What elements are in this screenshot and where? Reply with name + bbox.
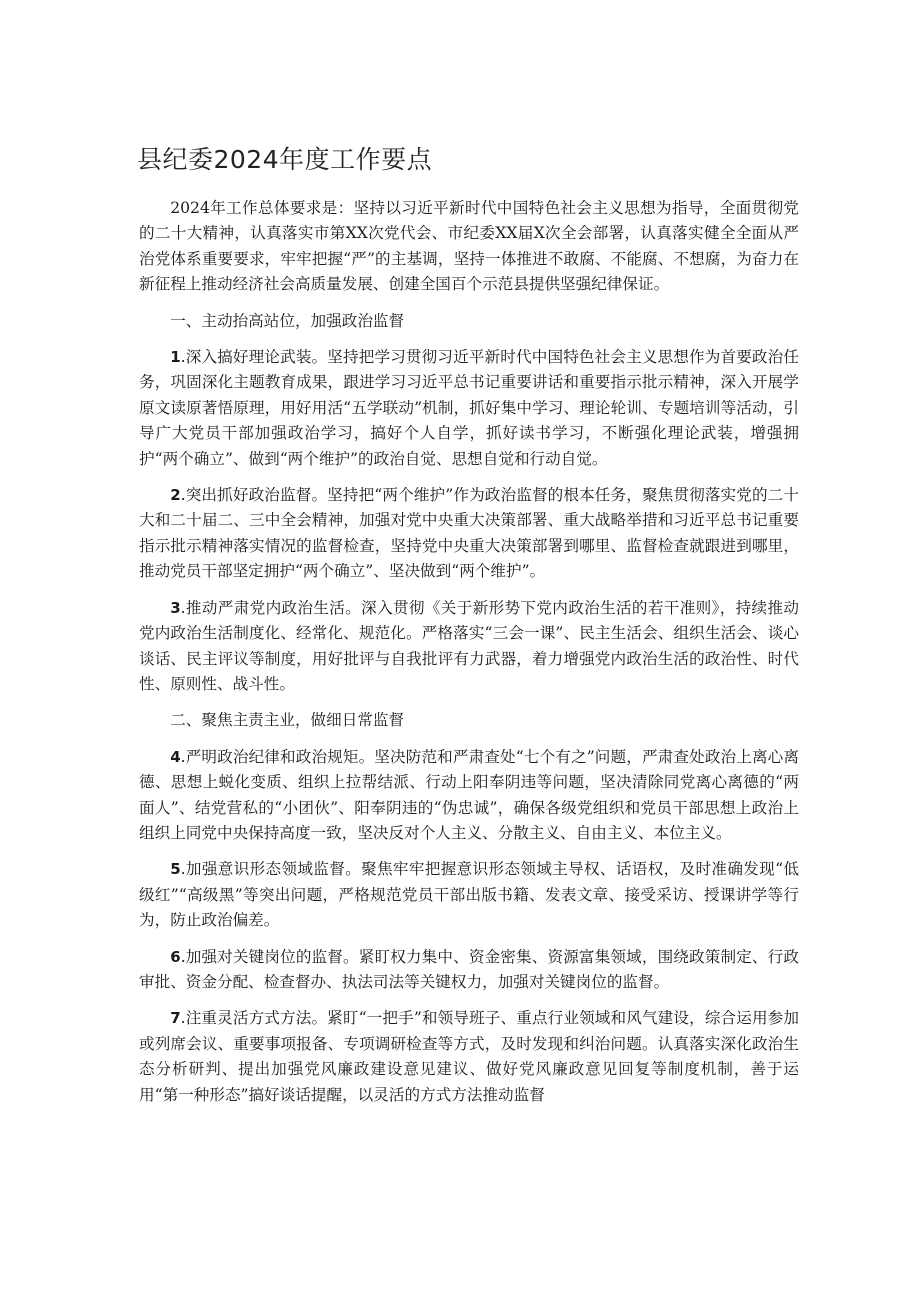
item-text: 严明政治纪律和政治规矩。坚决防范和严肃查处“七个有之”问题，严肃查处政治上离心离德、思想上蜕化变质、组织上拉帮结派、行动上阳奉阴违等问题，坚决清除同党离心离德的“两面人”、结党营私的“小团伙”、阳奉阴违的“伪忠诚”，确保各级党组织和党员干部思想上政治上组织上同党中央保持高度一致，坚决反对个人主义、分散主义、自由主义、本位主义。	[139, 747, 799, 842]
item-number: 4	[170, 747, 181, 766]
item-text: 深入搞好理论武装。坚持把学习贯彻习近平新时代中国特色社会主义思想作为首要政治任务，巩固深化主题教育成果，跟进学习习近平总书记重要讲话和重要指示批示精神，深入开展学原文读原著悟原理，用好用活“五学联动”机制，抓好集中学习、理论轮训、专题培训等活动，引导广大党员干部加强政治学习，搞好个人自学，抓好读书学习，不断强化理论武装，增强拥护“两个确立”、做到“两个维护”的政治自觉、思想自觉和行动自觉。	[139, 348, 799, 468]
item-paragraph-3	[139, 596, 799, 698]
item-number: 7	[170, 1009, 181, 1028]
item-number: 5	[170, 860, 181, 879]
item-text: 加强对关键岗位的监督。紧盯权力集中、资金密集、资源富集领域，围绕政策制定、行政审批、资金分配、检查督办、执法司法等关键权力，加强对关键岗位的监督。	[139, 947, 799, 991]
item-paragraph-2	[139, 483, 799, 585]
item-text: 推动严肃党内政治生活。深入贯彻《关于新形势下党内政治生活的若干准则》，持续推动党内政治生活制度化、经常化、规范化。严格落实“三会一课”、民主生活会、组织生活会、谈心谈话、民主评议等制度，用好批评与自我批评有力武器，着力增强党内政治生活的政治性、时代性、原则性、战斗性。	[139, 598, 799, 693]
item-number: 2	[170, 486, 181, 505]
item-separator: .	[180, 598, 186, 617]
item-number: 1	[170, 348, 181, 367]
document-page	[139, 140, 799, 1119]
item-separator: .	[180, 747, 186, 766]
item-separator: .	[180, 947, 186, 966]
section-heading-1: 一、主动抬高站位，加强政治监督	[170, 311, 405, 330]
item-text: 突出抓好政治监督。坚持把“两个维护”作为政治监督的根本任务，聚焦贯彻落实党的二十大和二十届二、三中全会精神，加强对党中央重大决策部署、重大战略举措和习近平总书记重要指示批示精神落实情况的监督检查，坚持党中央重大决策部署到哪里、监督检查就跟进到哪里，推动党员干部坚定拥护“两个确立”、坚决做到“两个维护”。	[139, 486, 799, 581]
item-separator: .	[180, 486, 186, 505]
item-paragraph-5	[139, 857, 799, 933]
section-heading-2: 二、聚焦主责主业，做细日常监督	[170, 711, 405, 730]
item-separator: .	[180, 1009, 186, 1028]
item-paragraph-7	[139, 1006, 799, 1108]
item-paragraph-4	[139, 745, 799, 847]
item-number: 3	[170, 598, 181, 617]
item-text: 加强意识形态领域监督。聚焦牢牢把握意识形态领域主导权、话语权，及时准确发现“低级红”“高级黑”等突出问题，严格规范党员干部出版书籍、发表文章、接受采访、授课讲学等行为，防止政治偏差。	[139, 860, 799, 930]
item-paragraph-1	[139, 345, 799, 472]
item-paragraph-6	[139, 945, 799, 996]
item-text: 注重灵活方式方法。紧盯“一把手”和领导班子、重点行业领域和风气建设，综合运用参加或列席会议、重要事项报备、专项调研检查等方式，及时发现和纠治问题。认真落实深化政治生态分析研判、提出加强党风廉政建设意见建议、做好党风廉政意见回复等制度机制，善于运用“第一种形态”搞好谈话提醒，以灵活的方式方法推动监督	[139, 1009, 799, 1104]
item-number: 6	[170, 947, 181, 966]
item-separator: .	[180, 860, 186, 879]
document-title: 县纪委2024年度工作要点	[137, 145, 433, 174]
intro-paragraph: 2024年工作总体要求是：坚持以习近平新时代中国特色社会主义思想为指导，全面贯彻党的二十大精神，认真落实市第XX次党代会、市纪委XX届X次全会部署，认真落实健全全面从严治党体系重要要求，牢牢把握“严”的主基调，坚持一体推进不敢腐、不能腐、不想腐，为奋力在新征程上推动经济社会高质量发展、创建全国百个示范县提供坚强纪律保证。	[139, 199, 799, 294]
item-separator: .	[180, 348, 186, 367]
